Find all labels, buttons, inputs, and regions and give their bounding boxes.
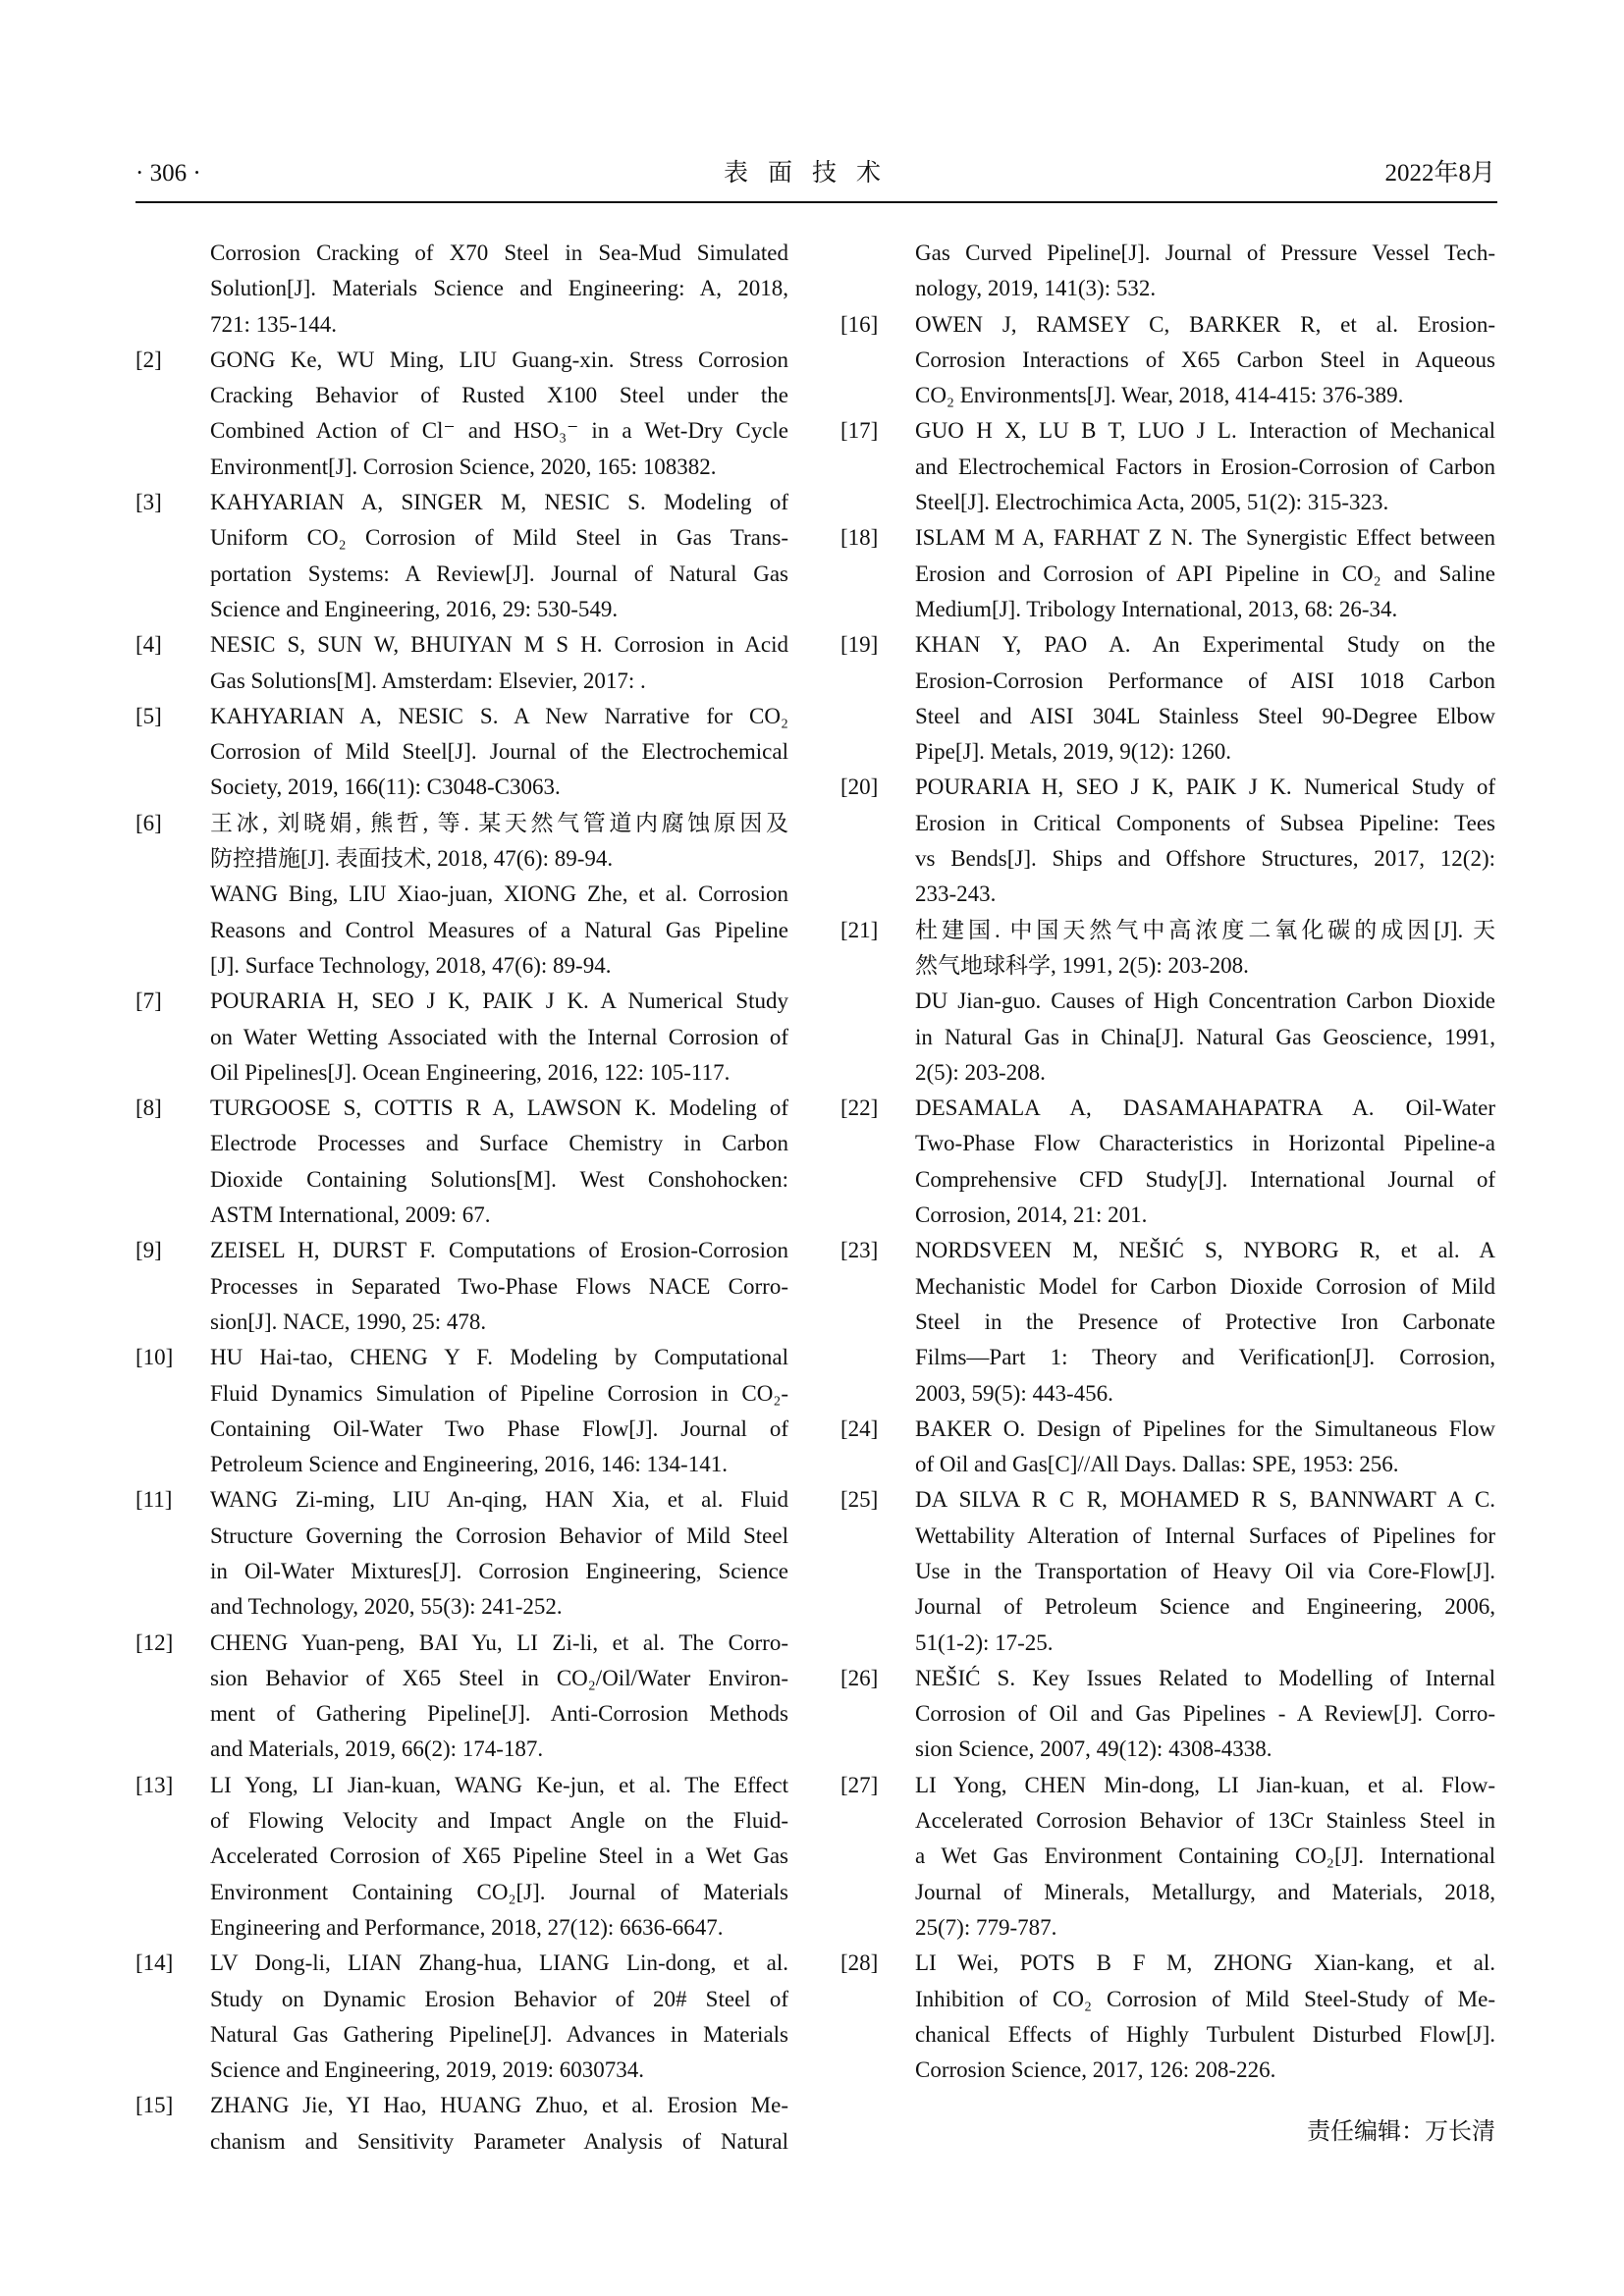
header-rule	[135, 201, 1497, 203]
reference-line: Environment Containing CO₂[J]. Journal of Materials	[210, 1879, 788, 1904]
reference-entry	[840, 413, 1495, 520]
page-number: · 306 ·	[135, 160, 201, 187]
reference-line: Accelerated Corrosion of X65 Pipeline Steel in a Wet Gas	[210, 1843, 788, 1869]
reference-entry	[840, 520, 1495, 627]
responsible-editor: 责任编辑：万长清	[1307, 2119, 1495, 2145]
reference-line: vs Bends[J]. Ships and Offshore Structures, 2017, 12(2):	[915, 846, 1495, 872]
reference-line: of Oil and Gas[C]//All Days. Dallas: SPE, 1953: 256.	[915, 1452, 1399, 1477]
reference-entry	[840, 1482, 1495, 1660]
reference-entry	[135, 1626, 788, 1768]
reference-line: of Flowing Velocity and Impact Angle on the Fluid-	[210, 1808, 788, 1834]
reference-entry	[135, 1233, 788, 1340]
reference-line: Wettability Alteration of Internal Surfaces of Pipelines for	[915, 1522, 1495, 1548]
reference-line: DU Jian-guo. Causes of High Concentration Carbon Dioxide	[915, 988, 1495, 1014]
reference-line: Accelerated Corrosion Behavior of 13Cr Stainless Steel in	[915, 1808, 1495, 1834]
reference-line: 51(1-2): 17-25.	[915, 1629, 1054, 1655]
reference-number: [6]	[135, 810, 162, 835]
reference-number: [5]	[135, 703, 162, 728]
reference-entry	[840, 627, 1495, 770]
reference-line: WANG Zi-ming, LIU An-qing, HAN Xia, et al. Fluid	[210, 1487, 788, 1513]
reference-line: Use in the Transportation of Heavy Oil via Core-Flow[J].	[915, 1558, 1495, 1583]
reference-line: KAHYARIAN A, SINGER M, NESIC S. Modeling of	[210, 490, 788, 515]
reference-line: LI Yong, LI Jian-kuan, WANG Ke-jun, et al. The Effect	[210, 1772, 788, 1797]
reference-line: GONG Ke, WU Ming, LIU Guang-xin. Stress Corrosion	[210, 347, 788, 372]
reference-line: Corrosion Interactions of X65 Carbon Steel in Aqueous	[915, 347, 1495, 372]
reference-line: Corrosion, 2014, 21: 201.	[915, 1202, 1148, 1228]
reference-line: ment of Gathering Pipeline[J]. Anti-Corrosion Methods	[210, 1701, 788, 1727]
reference-line: Uniform CO₂ Corrosion of Mild Steel in Gas Trans-	[210, 525, 788, 551]
reference-line: TURGOOSE S, COTTIS R A, LAWSON K. Modeling of	[210, 1095, 788, 1121]
reference-line: Society, 2019, 166(11): C3048-C3063.	[210, 774, 561, 800]
reference-line: Steel[J]. Electrochimica Acta, 2005, 51(2): 315-323.	[915, 490, 1389, 515]
reference-line: 25(7): 779-787.	[915, 1914, 1057, 1940]
reference-number: [11]	[135, 1487, 173, 1513]
journal-title: 表面技术	[723, 160, 900, 187]
reference-line: sion Behavior of X65 Steel in CO₂/Oil/Water Environ-	[210, 1665, 788, 1690]
reference-line: Science and Engineering, 2016, 29: 530-549.	[210, 596, 619, 621]
reference-line: chanical Effects of Highly Turbulent Disturbed Flow[J].	[915, 2021, 1495, 2047]
reference-number: [21]	[840, 917, 879, 942]
reference-line: Dioxide Containing Solutions[M]. West Conshohocken:	[210, 1166, 788, 1192]
issue-date: 2022年8月	[1384, 160, 1495, 187]
reference-number: [19]	[840, 632, 879, 658]
reference-line: 王冰, 刘晓娟, 熊哲, 等. 某天然气管道内腐蚀原因及	[210, 810, 788, 835]
reference-line: 然气地球科学, 1991, 2(5): 203-208.	[915, 952, 1249, 978]
reference-line: ASTM International, 2009: 67.	[210, 1202, 491, 1228]
reference-line: 233-243.	[915, 881, 997, 907]
reference-line: Comprehensive CFD Study[J]. International Journal of	[915, 1166, 1495, 1192]
reference-line: Petroleum Science and Engineering, 2016, 146: 134-141.	[210, 1452, 728, 1477]
reference-entry	[840, 1768, 1495, 1946]
reference-line: Medium[J]. Tribology International, 2013, 68: 26-34.	[915, 596, 1398, 621]
reference-entry	[840, 1091, 1495, 1233]
reference-line: Erosion-Corrosion Performance of AISI 1018 Carbon	[915, 667, 1495, 693]
reference-entry	[135, 806, 788, 984]
reference-entry	[135, 2088, 788, 2160]
reference-line: [J]. Surface Technology, 2018, 47(6): 89-94.	[210, 952, 612, 978]
reference-line: Electrode Processes and Surface Chemistry in Carbon	[210, 1131, 788, 1156]
reference-number: [9]	[135, 1238, 162, 1263]
reference-line: Gas Curved Pipeline[J]. Journal of Pressure Vessel Tech-	[915, 240, 1495, 265]
reference-line: OWEN J, RAMSEY C, BARKER R, et al. Erosion-	[915, 311, 1495, 337]
reference-number: [3]	[135, 490, 162, 515]
reference-entry	[135, 1340, 788, 1482]
reference-line: portation Systems: A Review[J]. Journal of Natural Gas	[210, 561, 788, 586]
reference-line: Erosion in Critical Components of Subsea Pipeline: Tees	[915, 810, 1495, 835]
reference-line: Containing Oil-Water Two Phase Flow[J]. Journal of	[210, 1415, 788, 1441]
reference-entry	[135, 984, 788, 1091]
reference-line: Reasons and Control Measures of a Natural Gas Pipeline	[210, 917, 788, 942]
reference-line: CO₂ Environments[J]. Wear, 2018, 414-415: 376-389.	[915, 383, 1404, 408]
reference-number: [12]	[135, 1629, 174, 1655]
reference-line: Mechanistic Model for Carbon Dioxide Corrosion of Mild	[915, 1273, 1495, 1299]
reference-line: Engineering and Performance, 2018, 27(12): 6636-6647.	[210, 1914, 724, 1940]
reference-line: ZEISEL H, DURST F. Computations of Erosion-Corrosion	[210, 1238, 788, 1263]
reference-number: [17]	[840, 418, 879, 444]
reference-line: 防控措施[J]. 表面技术, 2018, 47(6): 89-94.	[210, 846, 614, 872]
reference-line: WANG Bing, LIU Xiao-juan, XIONG Zhe, et al. Corrosion	[210, 881, 788, 907]
reference-line: Natural Gas Gathering Pipeline[J]. Advances in Materials	[210, 2021, 788, 2047]
reference-line: Structure Governing the Corrosion Behavior of Mild Steel	[210, 1522, 788, 1548]
reference-line: in Natural Gas in China[J]. Natural Gas Geoscience, 1991,	[915, 1024, 1495, 1049]
reference-line: LV Dong-li, LIAN Zhang-hua, LIANG Lin-dong, et al.	[210, 1950, 788, 1976]
reference-line: HU Hai-tao, CHENG Y F. Modeling by Computational	[210, 1345, 788, 1370]
reference-line: sion[J]. NACE, 1990, 25: 478.	[210, 1308, 487, 1334]
reference-line: NESIC S, SUN W, BHUIYAN M S H. Corrosion in Acid	[210, 632, 788, 658]
reference-number: [15]	[135, 2093, 174, 2118]
reference-line: Erosion and Corrosion of API Pipeline in CO₂ and Saline	[915, 561, 1495, 586]
left-reference-column	[135, 236, 788, 2160]
reference-line: Steel and AISI 304L Stainless Steel 90-Degree Elbow	[915, 703, 1495, 728]
reference-line: POURARIA H, SEO J K, PAIK J K. A Numerical Study	[210, 988, 788, 1014]
reference-line: NEŠIĆ S. Key Issues Related to Modelling of Internal	[915, 1665, 1495, 1690]
reference-entry	[840, 770, 1495, 912]
reference-line: DA SILVA R C R, MOHAMED R S, BANNWART A C.	[915, 1487, 1495, 1513]
reference-entry	[840, 1412, 1495, 1483]
reference-line: ISLAM M A, FARHAT Z N. The Synergistic Effect between	[915, 525, 1495, 551]
reference-line: KHAN Y, PAO A. An Experimental Study on the	[915, 632, 1495, 658]
reference-line: Oil Pipelines[J]. Ocean Engineering, 2016, 122: 105-117.	[210, 1059, 731, 1085]
reference-entry	[135, 1946, 788, 2088]
reference-line: and Materials, 2019, 66(2): 174-187.	[210, 1736, 544, 1762]
reference-line: POURARIA H, SEO J K, PAIK J K. Numerical Study of	[915, 774, 1495, 800]
reference-line: Fluid Dynamics Simulation of Pipeline Corrosion in CO₂-	[210, 1380, 788, 1406]
reference-entry	[135, 236, 788, 343]
reference-number: [4]	[135, 632, 162, 658]
reference-number: [27]	[840, 1772, 879, 1797]
reference-entry	[135, 1768, 788, 1946]
reference-line: BAKER O. Design of Pipelines for the Simultaneous Flow	[915, 1415, 1495, 1441]
reference-line: Gas Solutions[M]. Amsterdam: Elsevier, 2017: .	[210, 667, 646, 693]
reference-line: Steel in the Presence of Protective Iron Carbonate	[915, 1308, 1495, 1334]
reference-number: [7]	[135, 988, 162, 1014]
reference-line: DESAMALA A, DASAMAHAPATRA A. Oil-Water	[915, 1095, 1495, 1121]
reference-line: 2003, 59(5): 443-456.	[915, 1380, 1113, 1406]
right-reference-column	[840, 236, 1495, 2088]
reference-number: [13]	[135, 1772, 174, 1797]
reference-line: CHENG Yuan-peng, BAI Yu, LI Zi-li, et al. The Corro-	[210, 1629, 788, 1655]
reference-line: 杜建国. 中国天然气中高浓度二氧化碳的成因[J]. 天	[915, 917, 1495, 942]
reference-line: chanism and Sensitivity Parameter Analysis of Natural	[210, 2128, 788, 2154]
reference-line: Environment[J]. Corrosion Science, 2020, 165: 108382.	[210, 454, 717, 479]
reference-line: on Water Wetting Associated with the Internal Corrosion of	[210, 1024, 788, 1049]
reference-line: Inhibition of CO₂ Corrosion of Mild Steel-Study of Me-	[915, 1986, 1495, 2011]
reference-line: sion Science, 2007, 49(12): 4308-4338.	[915, 1736, 1272, 1762]
reference-number: [14]	[135, 1950, 174, 1976]
reference-entry	[840, 1233, 1495, 1411]
reference-line: Journal of Petroleum Science and Engineering, 2006,	[915, 1594, 1495, 1620]
reference-number: [24]	[840, 1415, 879, 1441]
reference-number: [8]	[135, 1095, 162, 1121]
reference-line: ZHANG Jie, YI Hao, HUANG Zhuo, et al. Erosion Me-	[210, 2093, 788, 2118]
reference-entry	[135, 627, 788, 699]
reference-number: [23]	[840, 1238, 879, 1263]
reference-line: 2(5): 203-208.	[915, 1059, 1046, 1085]
reference-line: LI Wei, POTS B F M, ZHONG Xian-kang, et al.	[915, 1950, 1495, 1976]
reference-line: Processes in Separated Two-Phase Flows NACE Corro-	[210, 1273, 788, 1299]
reference-line: Cracking Behavior of Rusted X100 Steel under the	[210, 383, 788, 408]
reference-line: and Electrochemical Factors in Erosion-Corrosion of Carbon	[915, 454, 1495, 479]
reference-line: Corrosion Cracking of X70 Steel in Sea-Mud Simulated	[210, 240, 788, 265]
reference-entry	[135, 343, 788, 485]
reference-number: [22]	[840, 1095, 879, 1121]
reference-line: Corrosion of Oil and Gas Pipelines - A Review[J]. Corro-	[915, 1701, 1495, 1727]
reference-line: Combined Action of Cl⁻ and HSO₃⁻ in a Wet-Dry Cycle	[210, 418, 788, 444]
reference-entry	[840, 1661, 1495, 1768]
reference-line: in Oil-Water Mixtures[J]. Corrosion Engineering, Science	[210, 1558, 788, 1583]
reference-line: GUO H X, LU B T, LUO J L. Interaction of Mechanical	[915, 418, 1495, 444]
reference-line: LI Yong, CHEN Min-dong, LI Jian-kuan, et al. Flow-	[915, 1772, 1495, 1797]
reference-line: Solution[J]. Materials Science and Engineering: A, 2018,	[210, 276, 788, 301]
reference-number: [18]	[840, 525, 879, 551]
reference-number: [20]	[840, 774, 879, 800]
reference-number: [10]	[135, 1345, 174, 1370]
reference-line: Two-Phase Flow Characteristics in Horizontal Pipeline-a	[915, 1131, 1495, 1156]
reference-entry	[840, 913, 1495, 1091]
reference-line: Study on Dynamic Erosion Behavior of 20# Steel of	[210, 1986, 788, 2011]
reference-number: [26]	[840, 1665, 879, 1690]
reference-number: [28]	[840, 1950, 879, 1976]
reference-entry	[840, 1946, 1495, 2088]
reference-line: Science and Engineering, 2019, 2019: 6030734.	[210, 2057, 645, 2083]
reference-number: [2]	[135, 347, 162, 372]
reference-line: Corrosion of Mild Steel[J]. Journal of the Electrochemical	[210, 739, 788, 765]
reference-entry	[135, 699, 788, 806]
reference-number: [25]	[840, 1487, 879, 1513]
reference-line: NORDSVEEN M, NEŠIĆ S, NYBORG R, et al. A	[915, 1238, 1495, 1263]
reference-entry	[135, 1482, 788, 1625]
reference-line: a Wet Gas Environment Containing CO₂[J]. International	[915, 1843, 1495, 1869]
reference-entry	[135, 485, 788, 627]
reference-line: Pipe[J]. Metals, 2019, 9(12): 1260.	[915, 739, 1231, 765]
reference-line: nology, 2019, 141(3): 532.	[915, 276, 1157, 301]
reference-line: and Technology, 2020, 55(3): 241-252.	[210, 1594, 563, 1620]
reference-line: Corrosion Science, 2017, 126: 208-226.	[915, 2057, 1276, 2083]
reference-entry	[135, 1091, 788, 1233]
reference-entry	[840, 236, 1495, 307]
reference-line: KAHYARIAN A, NESIC S. A New Narrative for CO₂	[210, 703, 788, 728]
reference-number: [16]	[840, 311, 879, 337]
reference-line: Journal of Minerals, Metallurgy, and Materials, 2018,	[915, 1879, 1495, 1904]
reference-line: Films—Part 1: Theory and Verification[J]. Corrosion,	[915, 1345, 1495, 1370]
reference-line: 721: 135-144.	[210, 311, 338, 337]
reference-entry	[840, 307, 1495, 414]
